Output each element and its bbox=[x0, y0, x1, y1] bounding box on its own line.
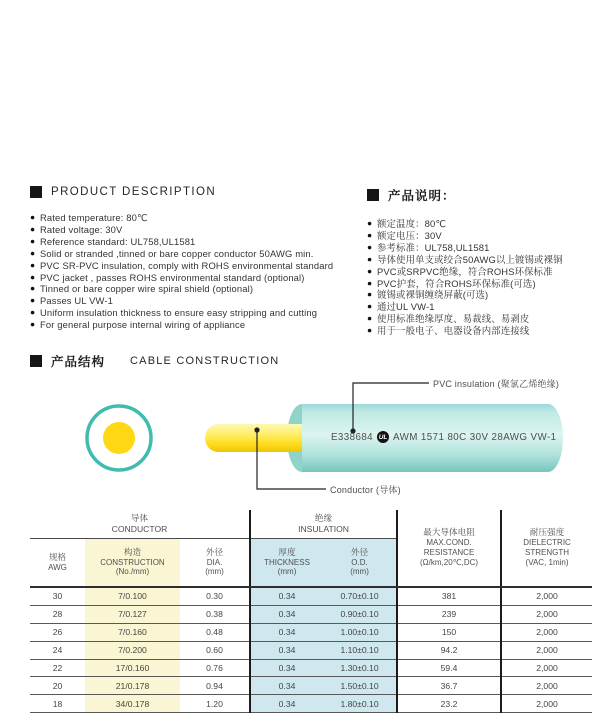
section-square-icon bbox=[30, 186, 42, 198]
col-header-awg: 规格 AWG bbox=[30, 539, 85, 588]
list-item: ● Passes UL VW-1 bbox=[30, 295, 370, 307]
product-notes-section bbox=[367, 186, 599, 337]
list-item: ● 通过UL VW-1 bbox=[367, 301, 599, 313]
list-item: ● 额定电压：30V bbox=[367, 230, 599, 242]
cell-od: 1.80±0.10 bbox=[323, 695, 397, 713]
cross-section-conductor bbox=[103, 422, 135, 454]
table-row bbox=[30, 605, 592, 623]
table-group-header-row bbox=[30, 510, 592, 539]
cell-construction: 34/0.178 bbox=[85, 695, 180, 713]
list-item: ● PVC jacket , passes ROHS environmental standard (optional) bbox=[30, 272, 370, 284]
list-item: ● Rated temperature: 80℃ bbox=[30, 212, 370, 224]
cell-dielectric: 2,000 bbox=[501, 677, 592, 695]
list-item: ● Solid or stranded ,tinned or bare copper conductor 50AWG min. bbox=[30, 248, 370, 260]
list-item: ● Rated voltage: 30V bbox=[30, 224, 370, 236]
cell-awg: 28 bbox=[30, 605, 85, 623]
list-item: ● PVC或SRPVC绝缘，符合ROHS环保标准 bbox=[367, 266, 599, 278]
cell-thickness: 0.34 bbox=[250, 695, 323, 713]
list-item: ● Tinned or bare copper wire spiral shield (optional) bbox=[30, 283, 370, 295]
cell-construction: 17/0.160 bbox=[85, 659, 180, 677]
cell-construction: 7/0.200 bbox=[85, 641, 180, 659]
table-row bbox=[30, 587, 592, 605]
cell-od: 1.10±0.10 bbox=[323, 641, 397, 659]
table-row bbox=[30, 623, 592, 641]
construction-title-en: CABLE CONSTRUCTION bbox=[130, 355, 280, 367]
cell-dielectric: 2,000 bbox=[501, 695, 592, 713]
list-item: ● 参考标准：UL758,UL1581 bbox=[367, 242, 599, 254]
cell-od: 0.90±0.10 bbox=[323, 605, 397, 623]
col-header-thickness: 厚度 THICKNESS (mm) bbox=[250, 539, 323, 588]
spec-table bbox=[30, 510, 592, 713]
product-description-title bbox=[30, 186, 370, 198]
cell-dielectric: 2,000 bbox=[501, 623, 592, 641]
cell-resistance: 59.4 bbox=[397, 659, 501, 677]
section-title-text: 产品说明： bbox=[388, 189, 456, 203]
list-item: ● 额定温度：80℃ bbox=[367, 218, 599, 230]
product-description-section bbox=[30, 186, 370, 331]
cell-od: 1.00±0.10 bbox=[323, 623, 397, 641]
conductor-label: Conductor (导体) bbox=[330, 485, 401, 495]
cell-construction: 7/0.160 bbox=[85, 623, 180, 641]
cell-resistance: 381 bbox=[397, 587, 501, 605]
table-row bbox=[30, 641, 592, 659]
product-notes-title bbox=[367, 186, 599, 204]
list-item: ● 导体使用单支或绞合50AWG以上镀锡或裸铜 bbox=[367, 254, 599, 266]
cell-dia: 0.76 bbox=[180, 659, 250, 677]
cell-thickness: 0.34 bbox=[250, 623, 323, 641]
cell-resistance: 36.7 bbox=[397, 677, 501, 695]
col-header-od: 外径 O.D. (mm) bbox=[323, 539, 397, 588]
cell-dia: 0.94 bbox=[180, 677, 250, 695]
cell-construction: 7/0.100 bbox=[85, 587, 180, 605]
list-item: ● For general purpose internal wiring of appliance bbox=[30, 319, 370, 331]
cell-awg: 30 bbox=[30, 587, 85, 605]
list-item: ● Uniform insulation thickness to ensure easy stripping and cutting bbox=[30, 307, 370, 319]
cell-od: 1.50±0.10 bbox=[323, 677, 397, 695]
cell-dielectric: 2,000 bbox=[501, 659, 592, 677]
group-conductor: 导体 CONDUCTOR bbox=[30, 510, 250, 539]
cell-dia: 0.48 bbox=[180, 623, 250, 641]
table-row bbox=[30, 677, 592, 695]
section-title-text: PRODUCT DESCRIPTION bbox=[51, 186, 217, 198]
cell-awg: 24 bbox=[30, 641, 85, 659]
cell-awg: 20 bbox=[30, 677, 85, 695]
col-header-dia: 外径 DIA. (mm) bbox=[180, 539, 250, 588]
group-insulation: 绝缘 INSULATION bbox=[250, 510, 397, 539]
table-row bbox=[30, 695, 592, 713]
table-row bbox=[30, 659, 592, 677]
list-item: ● 使用标准绝缘厚度、易裁线、易剥皮 bbox=[367, 313, 599, 325]
cell-thickness: 0.34 bbox=[250, 641, 323, 659]
list-item: ● Reference standard: UL758,UL1581 bbox=[30, 236, 370, 248]
cable-diagram bbox=[0, 370, 603, 510]
section-square-icon bbox=[367, 189, 379, 201]
cell-dielectric: 2,000 bbox=[501, 605, 592, 623]
cell-resistance: 239 bbox=[397, 605, 501, 623]
cell-awg: 26 bbox=[30, 623, 85, 641]
col-header-dielectric: 耐压强度 DIELECTRIC STRENGTH (VAC, 1min) bbox=[501, 510, 592, 587]
col-header-resistance: 最大导体电阻 MAX.COND. RESISTANCE (Ω/km,20℃,DC) bbox=[397, 510, 501, 587]
cell-awg: 18 bbox=[30, 695, 85, 713]
cell-dia: 0.38 bbox=[180, 605, 250, 623]
list-item: ● PVC护套，符合ROHS环保标准(可选) bbox=[367, 278, 599, 290]
list-item: ● 镀锡或裸铜缠绕屏蔽(可选) bbox=[367, 289, 599, 301]
cell-construction: 21/0.178 bbox=[85, 677, 180, 695]
cell-thickness: 0.34 bbox=[250, 605, 323, 623]
cell-dia: 1.20 bbox=[180, 695, 250, 713]
cell-dia: 0.60 bbox=[180, 641, 250, 659]
cell-od: 1.30±0.10 bbox=[323, 659, 397, 677]
cell-thickness: 0.34 bbox=[250, 587, 323, 605]
ul-mark-icon: UL bbox=[377, 431, 389, 443]
cell-dielectric: 2,000 bbox=[501, 641, 592, 659]
cell-resistance: 94.2 bbox=[397, 641, 501, 659]
col-header-construction: 构造 CONSTRUCTION (No./mm) bbox=[85, 539, 180, 588]
cell-construction: 7/0.127 bbox=[85, 605, 180, 623]
cell-thickness: 0.34 bbox=[250, 677, 323, 695]
insulation-label: PVC insulation (聚氯乙烯绝缘) bbox=[433, 379, 560, 389]
cell-dia: 0.30 bbox=[180, 587, 250, 605]
construction-section-title bbox=[30, 352, 279, 370]
cell-od: 0.70±0.10 bbox=[323, 587, 397, 605]
cable-marking bbox=[331, 431, 556, 443]
construction-title-cn: 产品结构 bbox=[51, 355, 106, 369]
list-item: ● 用于一般电子、电器设备内部连接线 bbox=[367, 325, 599, 337]
conductor-rod bbox=[205, 424, 315, 452]
cell-dielectric: 2,000 bbox=[501, 587, 592, 605]
marking-prefix: E338684 bbox=[331, 431, 374, 443]
cell-thickness: 0.34 bbox=[250, 659, 323, 677]
marking-suffix: AWM 1571 80C 30V 28AWG VW-1 bbox=[393, 431, 557, 443]
product-notes-list bbox=[367, 218, 599, 337]
conductor-pointer-dot bbox=[254, 427, 259, 432]
list-item: ● PVC SR-PVC insulation, comply with ROHS environmental standard bbox=[30, 260, 370, 272]
product-description-list bbox=[30, 212, 370, 331]
cell-resistance: 150 bbox=[397, 623, 501, 641]
section-square-icon bbox=[30, 355, 42, 367]
cell-awg: 22 bbox=[30, 659, 85, 677]
cell-resistance: 23.2 bbox=[397, 695, 501, 713]
